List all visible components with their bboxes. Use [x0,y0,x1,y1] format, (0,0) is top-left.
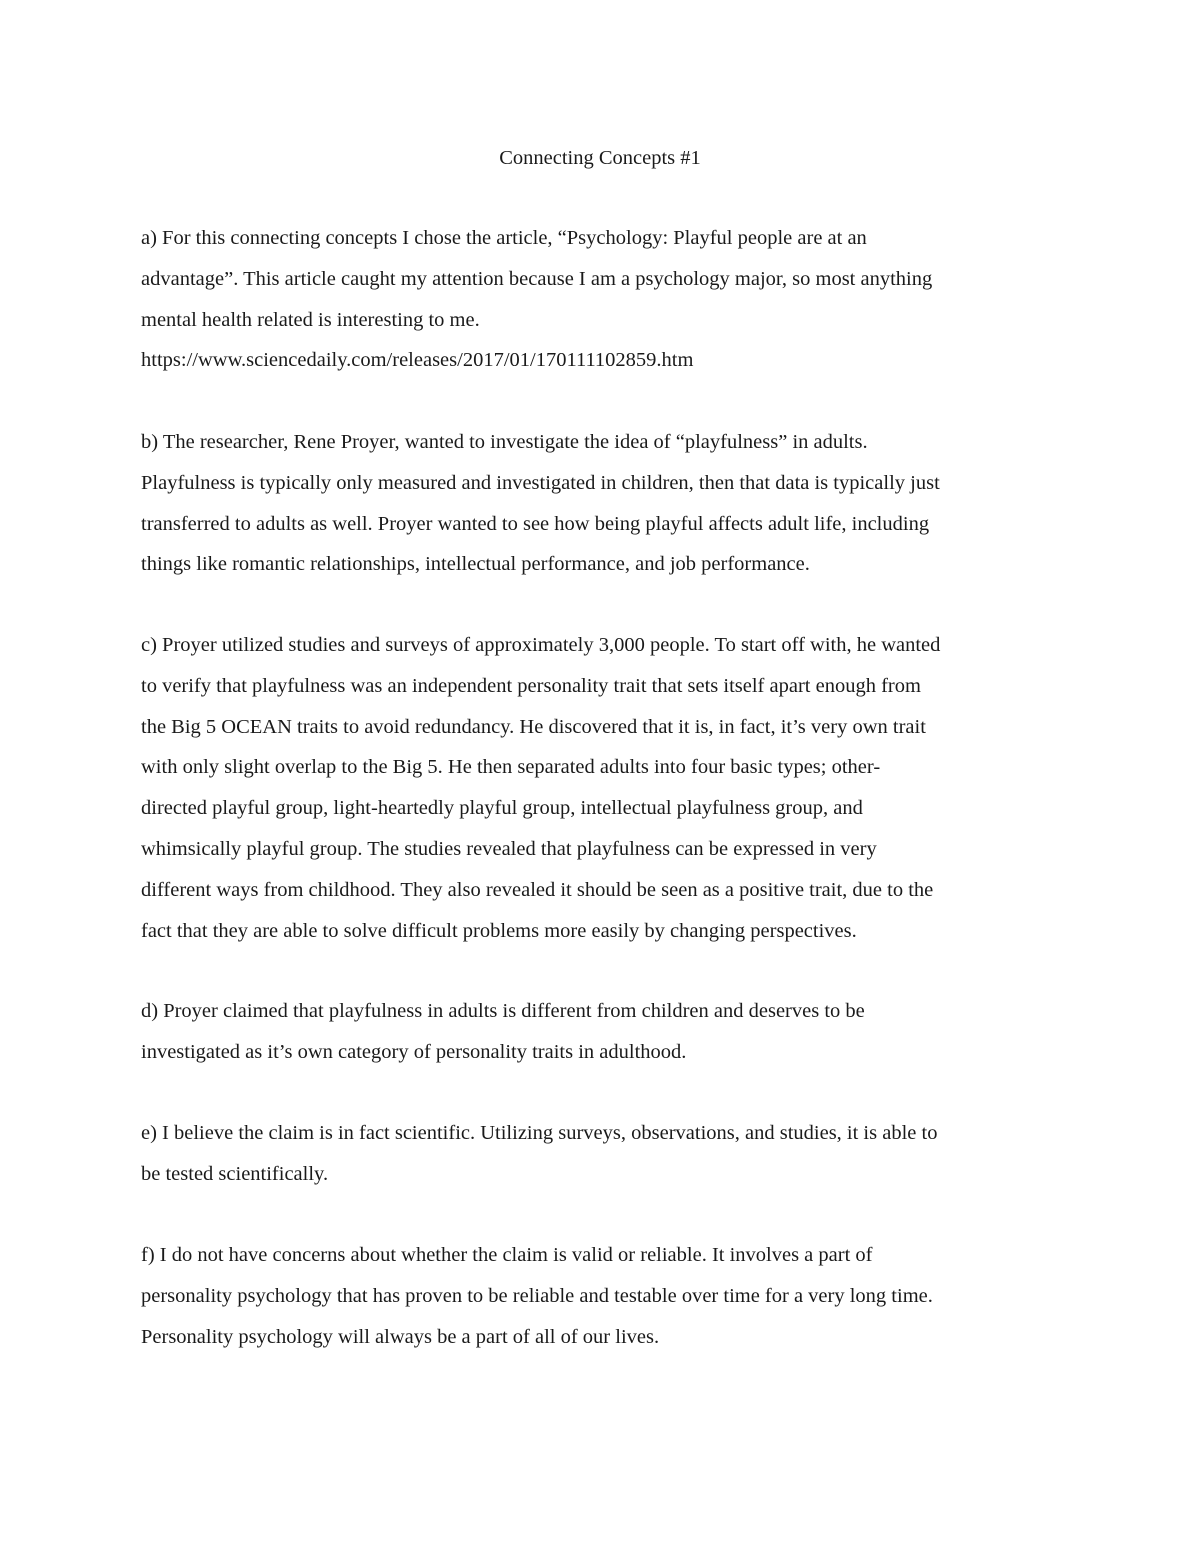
paragraph-e-line: e) I believe the claim is in fact scientific. Utilizing surveys, observations, and studies, it is able to [141,1122,938,1144]
paragraph-a-line: a) For this connecting concepts I chose the article, “Psychology: Playful people are at an [141,227,867,249]
paragraph-d-line: d) Proyer claimed that playfulness in adults is different from children and deserves to be [141,1000,865,1022]
paragraph-f-line: Personality psychology will always be a part of all of our lives. [141,1325,660,1348]
paragraph-c-line: fact that they are able to solve difficult problems more easily by changing perspectives. [141,919,857,942]
paragraph-c-line: directed playful group, light-heartedly playful group, intellectual playfulness group, and [141,797,863,820]
paragraph-e [141,1113,1066,1195]
paragraph-d [141,991,1066,1073]
article-url: https://www.sciencedaily.com/releases/2017/01/170111102859.htm [141,349,694,372]
page-title: Connecting Concepts #1 [499,147,701,169]
paragraph-c-line: different ways from childhood. They also revealed it should be seen as a positive trait, due to the [141,878,934,901]
paragraph-c-line: whimsically playful group. The studies revealed that playfulness can be expressed in very [141,837,877,860]
paragraph-c-line: c) Proyer utilized studies and surveys of approximately 3,000 people. To start off with, he wanted [141,634,941,656]
paragraph-f-line: f) I do not have concerns about whether the claim is valid or reliable. It involves a part of [141,1244,873,1266]
paragraph-f-line: personality psychology that has proven to be reliable and testable over time for a very long time. [141,1284,933,1307]
paragraph-a [141,218,1066,381]
paragraph-b-line: things like romantic relationships, intellectual performance, and job performance. [141,553,810,576]
paragraph-c-line: to verify that playfulness was an independent personality trait that sets itself apart enough from [141,674,921,697]
paragraph-b-line: Playfulness is typically only measured and investigated in children, then that data is typically just [141,471,940,494]
paragraph-a-line: mental health related is interesting to me. [141,308,480,331]
paragraph-f [141,1235,1066,1357]
paragraph-c [141,625,1066,951]
paragraph-c-line: with only slight overlap to the Big 5. He then separated adults into four basic types; other- [141,756,881,779]
paragraph-e-line: be tested scientifically. [141,1162,329,1185]
paragraph-b-line: transferred to adults as well. Proyer wanted to see how being playful affects adult life, including [141,512,930,535]
paragraph-d-line: investigated as it’s own category of personality traits in adulthood. [141,1040,687,1063]
paragraph-a-line: advantage”. This article caught my attention because I am a psychology major, so most anything [141,267,933,290]
paragraph-b [141,422,1066,585]
paragraph-c-line: the Big 5 OCEAN traits to avoid redundancy. He discovered that it is, in fact, it’s very own trait [141,715,926,738]
paragraph-b-line: b) The researcher, Rene Proyer, wanted to investigate the idea of “playfulness” in adults. [141,431,868,453]
